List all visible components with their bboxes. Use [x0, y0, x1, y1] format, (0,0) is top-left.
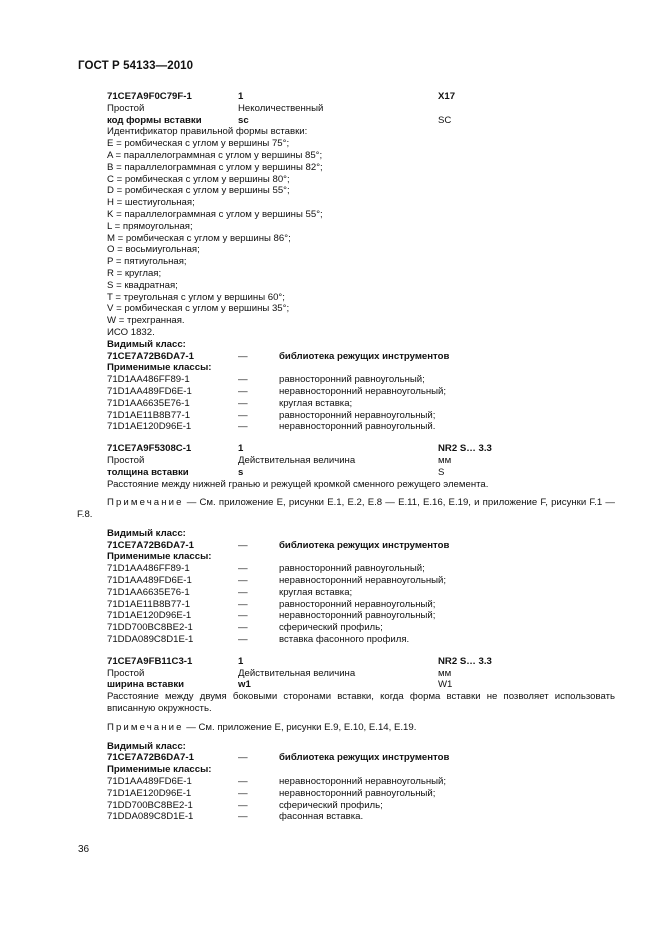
- description-line: R = круглая;: [107, 267, 162, 279]
- property-data-type: Неколичественный: [238, 102, 324, 114]
- class-code: 71D1AA486FF89-1: [107, 374, 190, 386]
- class-code: 71D1AE120D96E-1: [107, 421, 192, 433]
- description-line: B = параллелограммная с углом у вершины 82°;: [107, 161, 323, 173]
- description-line: ИСО 1832.: [107, 326, 155, 338]
- property-block-insert-width: [107, 656, 615, 823]
- description-line: V = ромбическая с углом у вершины 35°;: [107, 303, 290, 315]
- visible-class-label: Видимый класс:: [107, 338, 186, 350]
- property-block-insert-thickness: [77, 443, 615, 646]
- class-description: круглая вставка;: [279, 586, 353, 598]
- property-unit: мм: [438, 667, 452, 679]
- applicable-class-row: [107, 398, 615, 410]
- property-symbol: w1: [238, 679, 251, 691]
- description-line: D = ромбическая с углом у вершины 55°;: [107, 185, 290, 197]
- property-id: 71CE7A9F0C79F-1: [107, 91, 192, 102]
- description-line: O = восьмиугольная;: [107, 244, 200, 256]
- class-code: 71D1AA486FF89-1: [107, 563, 190, 575]
- class-code: 71DD700BC8BE2-1: [107, 799, 193, 811]
- property-symbol: sc: [238, 114, 249, 126]
- applicable-class-row: [107, 575, 615, 587]
- class-dash: —: [238, 397, 248, 409]
- property-name: ширина вставки: [107, 679, 185, 691]
- applicable-classes-label: Применимые классы:: [107, 551, 212, 563]
- property-id-row: [107, 656, 615, 668]
- class-description: неравносторонний неравноугольный;: [279, 385, 447, 397]
- class-dash: —: [238, 622, 248, 634]
- description-line: H = шестиугольная;: [107, 197, 195, 209]
- class-code: 71CE7A72B6DA7-1: [107, 539, 194, 551]
- property-note: [107, 722, 615, 734]
- description-line: E = ромбическая с углом у вершины 75°;: [107, 138, 290, 150]
- property-id-row: [107, 443, 615, 455]
- description-line: A = параллелограммная с углом у вершины 85°;: [107, 149, 323, 161]
- class-description: равносторонний неравноугольный;: [279, 409, 436, 421]
- class-description: вставка фасонного профиля.: [279, 634, 410, 646]
- visible-class-row: [107, 752, 615, 764]
- property-symbol: s: [238, 466, 244, 478]
- document-header: ГОСТ Р 54133—2010: [78, 60, 194, 72]
- class-dash: —: [238, 811, 248, 823]
- visible-class-label: Видимый класс:: [107, 527, 186, 539]
- class-code: 71DDA089C8D1E-1: [107, 811, 194, 823]
- class-code: 71D1AA6635E76-1: [107, 397, 190, 409]
- applicable-class-row: [107, 811, 615, 823]
- applicable-class-row: [107, 599, 615, 611]
- property-unit: мм: [438, 454, 452, 466]
- class-code: 71DD700BC8BE2-1: [107, 622, 193, 634]
- class-dash: —: [238, 575, 248, 587]
- description-line: Идентификатор правильной формы вставки:: [107, 126, 308, 138]
- property-id: 71CE7A9FB11C3-1: [107, 655, 193, 667]
- applicable-class-row: [107, 563, 615, 575]
- class-description: неравносторонний равноугольный.: [279, 421, 436, 433]
- class-code: 71D1AA489FD6E-1: [107, 575, 192, 587]
- class-dash: —: [238, 563, 248, 575]
- applicable-class-row: [107, 421, 615, 433]
- property-code: S: [438, 466, 445, 478]
- class-description: круглая вставка;: [279, 397, 353, 409]
- applicable-class-row: [107, 634, 615, 646]
- class-description: библиотека режущих инструментов: [279, 350, 450, 362]
- property-format: NR2 S… 3.3: [438, 443, 492, 455]
- applicable-classes-label: Применимые классы:: [107, 764, 212, 776]
- applicable-class-row: [107, 788, 615, 800]
- note-label: Примечание: [107, 497, 184, 509]
- class-description: библиотека режущих инструментов: [279, 752, 450, 764]
- property-definition: Расстояние между нижней гранью и режущей кромкой сменного режущего элемента.: [107, 478, 489, 490]
- class-description: неравносторонний равноугольный;: [279, 610, 436, 622]
- property-note: [77, 497, 615, 521]
- applicable-class-row: [107, 622, 615, 634]
- description-line: T = треугольная с углом у вершины 60°;: [107, 291, 285, 303]
- class-code: 71DDA089C8D1E-1: [107, 634, 194, 646]
- class-description: неравносторонний неравноугольный;: [279, 575, 447, 587]
- property-format: X17: [438, 91, 456, 102]
- applicable-class-row: [107, 610, 615, 622]
- class-description: фасонная вставка.: [279, 811, 364, 823]
- description-line: K = параллелограммная с углом у вершины 55°;: [107, 208, 323, 220]
- property-type-row: [107, 103, 615, 115]
- class-dash: —: [238, 374, 248, 386]
- applicable-class-row: [107, 587, 615, 599]
- property-definition: Расстояние между двумя боковыми сторонами вставки, когда форма вставки не позволяет использовать вписанную окружность.: [107, 691, 615, 715]
- class-code: 71D1AE11B8B77-1: [107, 409, 191, 421]
- property-kind: Простой: [107, 454, 145, 466]
- property-code: SC: [438, 114, 452, 126]
- class-dash: —: [238, 634, 248, 646]
- class-description: равносторонний равноугольный;: [279, 374, 425, 386]
- visible-class-row: [107, 540, 615, 552]
- description-line: S = квадратная;: [107, 279, 178, 291]
- property-data-type: Действительная величина: [238, 667, 356, 679]
- description-line: W = трехгранная.: [107, 315, 185, 327]
- class-dash: —: [238, 586, 248, 598]
- property-name: толщина вставки: [107, 466, 189, 478]
- property-name-row: [107, 467, 615, 479]
- class-code: 71CE7A72B6DA7-1: [107, 350, 194, 362]
- class-code: 71D1AA6635E76-1: [107, 586, 190, 598]
- class-dash: —: [238, 799, 248, 811]
- class-description: равносторонний неравноугольный;: [279, 598, 436, 610]
- class-code: 71D1AE120D96E-1: [107, 610, 192, 622]
- class-description: библиотека режущих инструментов: [279, 539, 450, 551]
- property-name: код формы вставки: [107, 114, 202, 126]
- applicable-class-row: [107, 410, 615, 422]
- applicable-class-row: [107, 776, 615, 788]
- property-data-type: Действительная величина: [238, 454, 356, 466]
- visible-class-label: Видимый класс:: [107, 740, 186, 752]
- property-code: W1: [438, 679, 453, 691]
- applicable-class-row: [107, 374, 615, 386]
- class-description: равносторонний равноугольный;: [279, 563, 425, 575]
- property-version: 1: [238, 443, 244, 455]
- applicable-classes-label: Применимые классы:: [107, 362, 212, 374]
- class-code: 71D1AE120D96E-1: [107, 787, 192, 799]
- class-dash: —: [238, 776, 248, 788]
- note-text: — См. приложение E, рисунки E.9, E.10, E.14, E.19.: [186, 721, 417, 733]
- visible-class-row: [107, 351, 615, 363]
- class-dash: —: [238, 539, 248, 551]
- property-kind: Простой: [107, 102, 145, 114]
- applicable-class-row: [107, 800, 615, 812]
- property-name-row: [107, 679, 615, 691]
- property-name-row: [107, 115, 615, 127]
- class-code: 71CE7A72B6DA7-1: [107, 752, 194, 764]
- class-description: сферический профиль;: [279, 622, 383, 634]
- property-id: 71CE7A9F5308C-1: [107, 443, 192, 455]
- property-kind: Простой: [107, 667, 145, 679]
- property-version: 1: [238, 91, 244, 102]
- class-description: неравносторонний равноугольный;: [279, 787, 436, 799]
- class-dash: —: [238, 787, 248, 799]
- class-dash: —: [238, 752, 248, 764]
- class-dash: —: [238, 421, 248, 433]
- document-body: [77, 91, 615, 823]
- note-label: Примечание: [107, 721, 184, 733]
- property-version: 1: [238, 655, 244, 667]
- note-text: — См. приложение E, рисунки E.1, E.2, E.8 — E.11, E.16, E.19, и приложение F, рисунки F.1 — F.8.: [77, 497, 615, 521]
- property-block-insert-shape-code: [107, 91, 615, 433]
- class-description: сферический профиль;: [279, 799, 383, 811]
- description-line: C = ромбическая с углом у вершины 80°;: [107, 173, 290, 185]
- class-code: 71D1AE11B8B77-1: [107, 598, 191, 610]
- property-id-row: [107, 91, 615, 103]
- property-type-row: [107, 668, 615, 680]
- applicable-class-row: [107, 386, 615, 398]
- class-dash: —: [238, 409, 248, 421]
- property-format: NR2 S… 3.3: [438, 655, 492, 667]
- property-type-row: [107, 455, 615, 467]
- description-line: P = пятиугольная;: [107, 256, 187, 268]
- class-code: 71D1AA489FD6E-1: [107, 385, 192, 397]
- class-dash: —: [238, 598, 248, 610]
- description-line: M = ромбическая с углом у вершины 86°;: [107, 232, 291, 244]
- class-description: неравносторонний неравноугольный;: [279, 776, 447, 788]
- description-line: L = прямоугольная;: [107, 220, 193, 232]
- class-dash: —: [238, 385, 248, 397]
- class-dash: —: [238, 610, 248, 622]
- class-dash: —: [238, 350, 248, 362]
- property-description: [107, 126, 615, 338]
- page-number: 36: [78, 844, 90, 855]
- class-code: 71D1AA489FD6E-1: [107, 776, 192, 788]
